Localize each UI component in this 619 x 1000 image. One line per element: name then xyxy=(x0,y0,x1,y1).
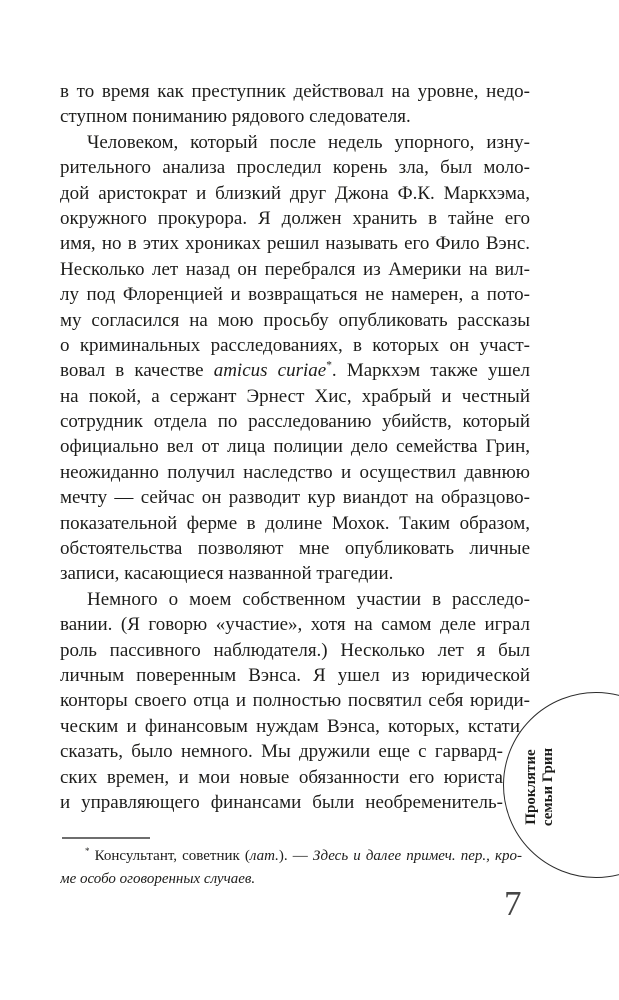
body-text-line: сказать, было немного. Мы дружили еще с гарвард- xyxy=(60,741,503,763)
body-text-line: сотрудник отдела по расследованию убийств, который xyxy=(60,411,530,433)
body-text-line: му согласился на мою просьбу опубликовать рассказы xyxy=(60,309,530,331)
footnote-divider xyxy=(62,837,150,839)
footnote-line: * Консультант, советник (лат.). — Здесь и далее примеч. пер., кро- xyxy=(85,846,523,864)
body-text-line: роль пассивного наблюдателя.) Несколько лет я был xyxy=(60,639,530,661)
body-text-line: ступном пониманию рядового следователя. xyxy=(60,106,411,128)
body-text-line: в то время как преступник действовал на уровне, недо- xyxy=(60,81,530,102)
body-text-line: записи, касающиеся названной трагедии. xyxy=(60,563,394,585)
body-text-line: вании. (Я говорю «участие», хотя на самом деле играл xyxy=(60,614,530,636)
series-title-line1: Проклятие xyxy=(523,749,539,825)
body-text-line: вовал в качестве amicus curiae*. Маркхэм также ушел xyxy=(60,359,530,382)
page-number: 7 xyxy=(504,884,522,923)
body-text-line: Немного о моем собственном участии в расследо- xyxy=(87,588,530,610)
body-text-line: личным поверенным Вэнса. Я ушел из юридической xyxy=(60,664,530,686)
body-text-line: мечту — сейчас он разводит кур виандот на образцово- xyxy=(60,487,530,509)
body-text-line: окружного прокурора. Я должен хранить в тайне его xyxy=(60,207,530,229)
body-text-line: неожиданно получил наследство и осуществил давнюю xyxy=(60,461,530,483)
body-text-line: о криминальных расследованиях, в которых он участ- xyxy=(60,334,530,356)
body-text-line: и управляющего финансами были необременитель- xyxy=(60,791,503,813)
body-text-line: Человеком, который после недель упорного, изну- xyxy=(87,131,530,153)
body-text-line: обстоятельства позволяют мне опубликовать личные xyxy=(60,538,530,560)
footnote-line: ме особо оговоренных случаев. xyxy=(60,870,256,887)
footnote xyxy=(60,845,530,890)
body-text-line: Несколько лет назад он перебрался из Америки на вил- xyxy=(60,258,530,280)
body-text-line: официально вел от лица полиции дело семейства Грин, xyxy=(60,436,530,458)
body-text-line: конторы своего отца и полностью посвятил себя юриди- xyxy=(60,690,530,712)
body-text-line: ских времен, и мои новые обязанности его юриста xyxy=(60,766,503,788)
series-title-line2: семьи Грин xyxy=(540,747,556,827)
body-text-line: рительного анализа проследил корень зла, был моло- xyxy=(60,157,530,179)
body-text-line: дой аристократ и близкий друг Джона Ф.К. Маркхэма, xyxy=(60,182,530,204)
body-text-line: на покой, а сержант Эрнест Хис, храбрый и честный xyxy=(60,385,530,407)
body-text-line: ческим и финансовым нуждам Вэнса, которых, кстати xyxy=(60,715,520,737)
body-text-line: имя, но в этих хрониках решил называть его Фило Вэнс. xyxy=(60,233,530,255)
body-text xyxy=(60,79,530,815)
body-text-line: показательной ферме в долине Мохок. Таким образом, xyxy=(60,512,530,534)
series-title-vertical xyxy=(523,748,557,826)
body-text-line: лу под Флоренцией и возвращаться не намерен, а пото- xyxy=(60,284,530,306)
